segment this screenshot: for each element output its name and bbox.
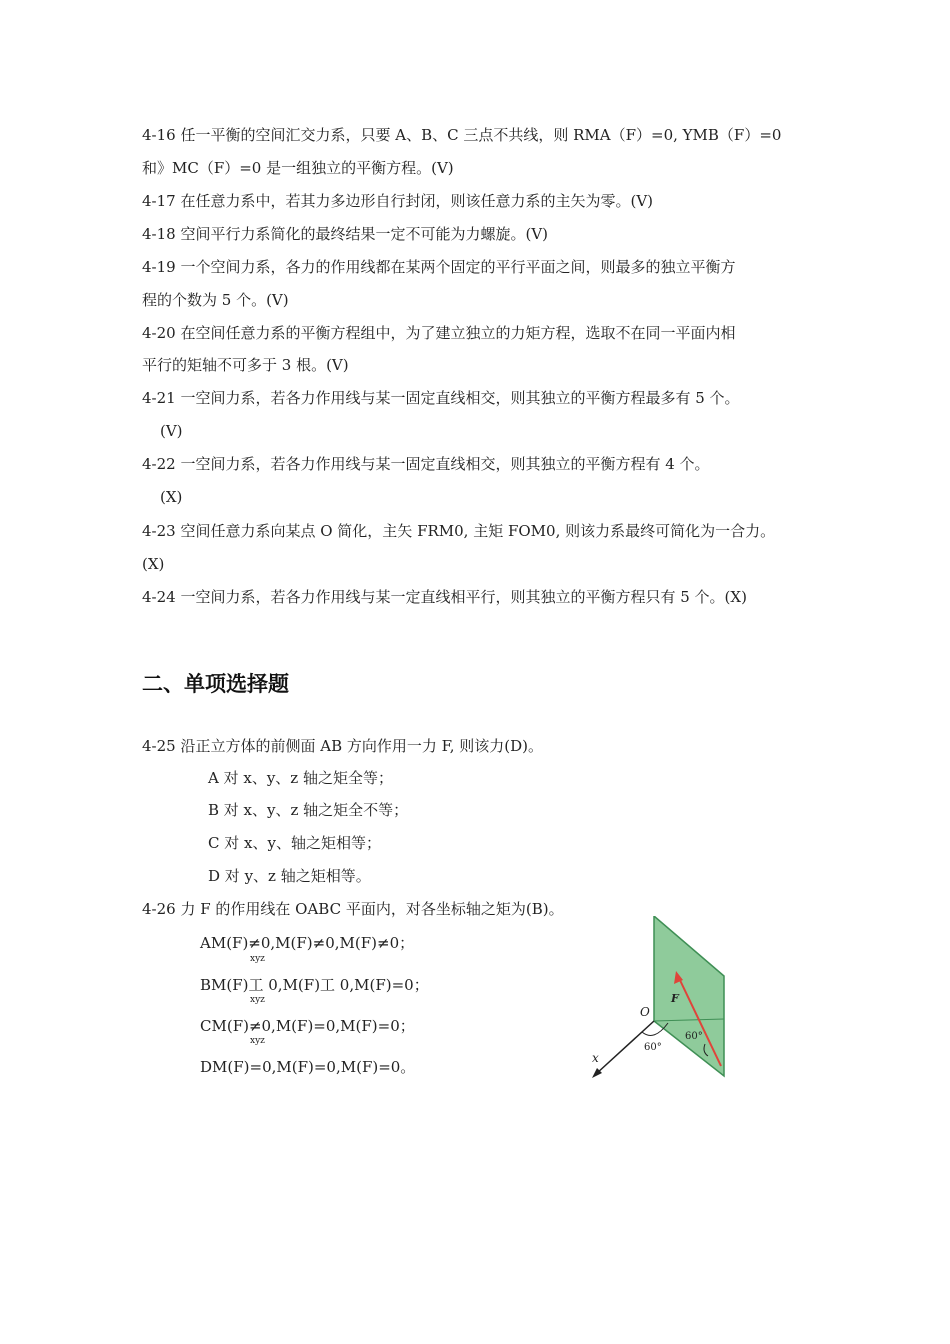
q4-25-option-a: A 对 x、y、z 轴之矩全等；	[208, 769, 393, 787]
subscript-xyz: xyz	[250, 1036, 265, 1046]
q4-22-line2: (X)	[160, 488, 183, 506]
q4-26-option-d: DM(F)=0,M(F)=0,M(F)=0。	[200, 1058, 416, 1076]
q4-26-option-c: CM(F)≠0,M(F)=0,M(F)=0；	[200, 1017, 415, 1035]
q4-26-option-a: AM(F)≠0,M(F)≠0,M(F)≠0；	[200, 934, 415, 952]
x-axis-label: x	[592, 1051, 599, 1065]
q4-25-stem: 4-25 沿正立方体的前侧面 AB 方向作用一力 F, 则该力(D)。	[142, 737, 543, 755]
force-label: F	[671, 992, 679, 1005]
section-title: 二、单项选择题	[142, 672, 289, 696]
q4-23-line1: 4-23 空间任意力系向某点 O 简化，主矢 FRM0, 主矩 FOM0, 则该力系最终可简化为一合力。	[142, 522, 776, 540]
q4-19-line1: 4-19 一个空间力系，各力的作用线都在某两个固定的平行平面之间，则最多的独立平衡方	[142, 258, 736, 276]
q4-21-line2: (V)	[160, 422, 183, 440]
q4-17: 4-17 在任意力系中，若其力多边形自行封闭，则该任意力系的主矢为零。(V)	[142, 192, 654, 210]
q4-24: 4-24 一空间力系，若各力作用线与某一定直线相平行，则其独立的平衡方程只有 5 个。(X)	[142, 588, 747, 606]
q4-25-option-c: C 对 x、y、轴之矩相等；	[208, 834, 381, 852]
subscript-xyz: xyz	[250, 954, 265, 964]
q4-25-option-d: D 对 y、z 轴之矩相等。	[208, 867, 371, 885]
origin-label: O	[640, 1005, 650, 1019]
q4-23-line2: (X)	[142, 555, 165, 573]
q4-22-line1: 4-22 一空间力系，若各力作用线与某一固定直线相交，则其独立的平衡方程有 4 个。	[142, 455, 710, 473]
q4-21-line1: 4-21 一空间力系，若各力作用线与某一固定直线相交，则其独立的平衡方程最多有 5 个。	[142, 389, 740, 407]
q4-16-line2: 和》MC（F）=0 是一组独立的平衡方程。(V)	[142, 159, 454, 177]
q4-25-option-b: B 对 x、y、z 轴之矩全不等；	[208, 801, 409, 819]
q4-20-line2: 平行的矩轴不可多于 3 根。(V)	[142, 356, 349, 374]
force-plane-figure	[588, 916, 730, 1086]
q4-18: 4-18 空间平行力系简化的最终结果一定不可能为力螺旋。(V)	[142, 225, 549, 243]
q4-26-stem: 4-26 力 F 的作用线在 OABC 平面内，对各坐标轴之矩为(B)。	[142, 900, 564, 918]
angle-label-2: 60°	[685, 1031, 703, 1042]
q4-19-line2: 程的个数为 5 个。(V)	[142, 291, 289, 309]
q4-16-line1: 4-16 任一平衡的空间汇交力系，只要 A、B、C 三点不共线，则 RMA（F）=0, ΥMB（F）=0	[142, 126, 782, 144]
q4-26-option-b: BM(F)工 0,M(F)工 0,M(F)=0；	[200, 976, 429, 994]
q4-20-line1: 4-20 在空间任意力系的平衡方程组中，为了建立独立的力矩方程，选取不在同一平面内相	[142, 324, 736, 342]
angle-label-1: 60°	[644, 1042, 662, 1053]
subscript-xyz: xyz	[250, 995, 265, 1005]
